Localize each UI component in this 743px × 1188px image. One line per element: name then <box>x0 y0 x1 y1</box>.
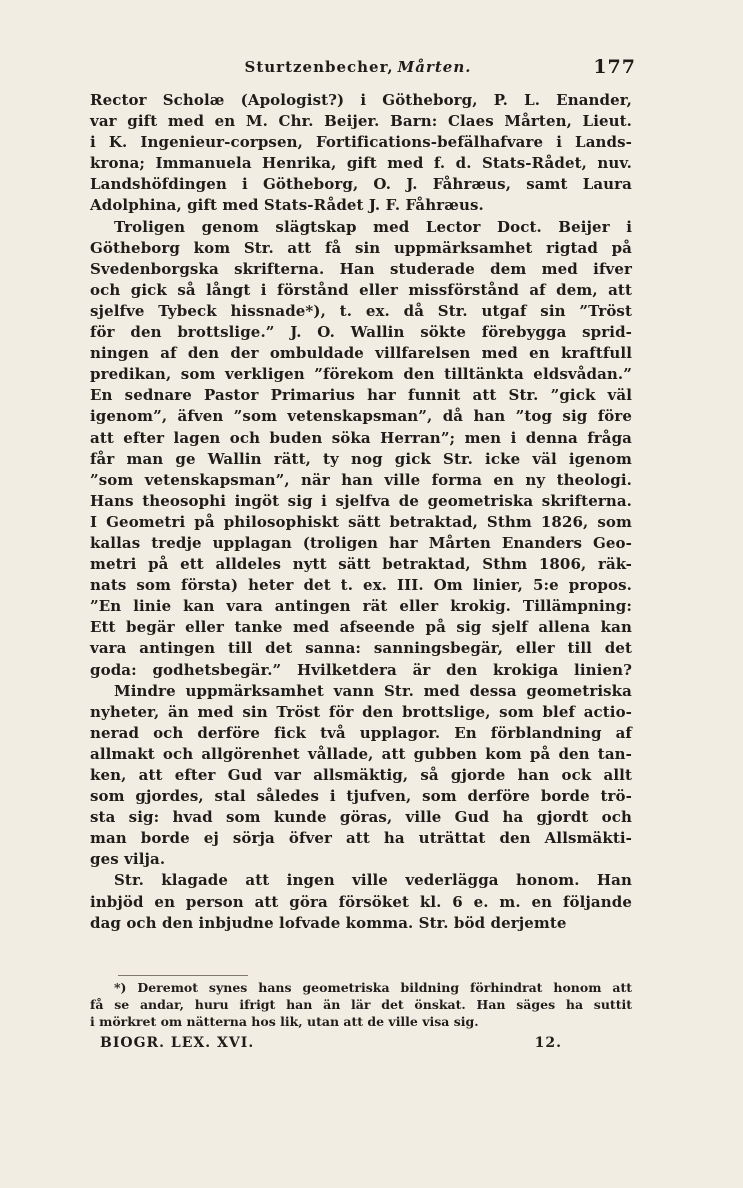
text-line: man borde ej sörja öfver att ha uträttat den Allsmäkti- <box>90 829 632 848</box>
text-line: allmakt och allgörenhet vållade, att gubben kom på den tan- <box>90 744 632 763</box>
text-line: ”En linie kan vara antingen rät eller krokig. Tillämpning: <box>90 597 632 616</box>
text-line: metri på ett alldeles nytt sätt betraktad, Sthm 1806, räk- <box>90 555 632 574</box>
text-line: var gift med en M. Chr. Beijer. Barn: Claes Mårten, Lieut. <box>90 112 632 131</box>
text-line: krona; Immanuela Henrika, gift med f. d. Stats-Rådet, nuv. <box>90 154 632 173</box>
text-line: ken, att efter Gud var allsmäktig, så gjorde han ock allt <box>90 766 632 784</box>
text-line: att efter lagen och buden söka Herran”; men i denna fråga <box>90 428 632 447</box>
printer-signature <box>90 1035 632 1051</box>
text-line: vara antingen till det sanna: sanningsbegär, eller till det <box>90 639 632 658</box>
text-line: predikan, som verkligen ”förekom den tilltänkta eldsvådan.” <box>90 365 632 384</box>
text-line: nats som första) heter det t. ex. III. Om linier, 5:e propos. <box>90 576 632 595</box>
text-line: ningen af den der ombuldade villfarelsen med en kraftfull <box>90 344 632 363</box>
text-line: En sednare Pastor Primarius har funnit att Str. ”gick väl <box>90 386 632 405</box>
text-line: Troligen genom slägtskap med Lector Doct. Beijer i <box>114 217 632 236</box>
text-line: Mindre uppmärksamhet vann Str. med dessa geometriska <box>114 681 632 700</box>
text-line: I Geometri på philosophiskt sätt betraktad, Sthm 1826, som <box>90 512 632 531</box>
text-line: inbjöd en person att göra försöket kl. 6 e. m. en följande <box>90 892 632 911</box>
text-line: Rector Scholæ (Apologist?) i Götheborg, P. L. Enander, <box>90 91 632 109</box>
text-line: dag och den inbjudne lofvade komma. Str. böd derjemte <box>90 913 567 932</box>
signature-right: 12. <box>534 1035 562 1051</box>
text-line: Götheborg kom Str. att få sin uppmärksamhet rigtad på <box>90 238 632 257</box>
footnote-line: få se andar, huru ifrigt han än lär det önskat. Han säges ha suttit <box>90 997 632 1012</box>
running-name: Mårten. <box>397 58 472 76</box>
text-line: sta sig: hvad som kunde göras, ville Gud ha gjordt och <box>90 808 632 827</box>
signature-left: BIOGR. LEX. XVI. <box>100 1035 255 1051</box>
text-line: i K. Ingenieur-corpsen, Fortifications-befälhafvare i Lands- <box>90 133 632 152</box>
running-title: Sturtzenbecher, <box>244 58 394 76</box>
footnote-divider <box>118 975 248 976</box>
text-line: Svedenborgska skrifterna. Han studerade dem med ifver <box>90 259 632 278</box>
text-line: Landshöfdingen i Götheborg, O. J. Fåhræus, samt Laura <box>90 175 632 194</box>
text-line: Ett begär eller tanke med afseende på sig sjelf allena kan <box>90 618 632 637</box>
text-line: nerad och derföre fick två upplagor. En förblandning af <box>90 723 632 742</box>
text-line: sjelfve Tybeck hissnade*), t. ex. då Str. utgaf sin ”Tröst <box>90 301 632 320</box>
text-line: goda: godhetsbegär.” Hvilketdera är den krokiga linien? <box>90 660 632 679</box>
main-text <box>90 90 632 934</box>
text-line: kallas tredje upplagan (troligen har Mårten Enanders Geo- <box>90 533 632 552</box>
footnote <box>90 979 632 1030</box>
text-line: för den brottslige.” J. O. Wallin sökte förebygga sprid- <box>90 323 632 342</box>
text-line: nyheter, än med sin Tröst för den brottslige, som blef actio- <box>90 702 632 721</box>
text-line: som gjordes, stal således i tjufven, som derföre borde trö- <box>90 787 632 806</box>
text-line: och gick så långt i förstånd eller missförstånd af dem, att <box>90 280 632 299</box>
text-line: igenom”, äfven ”som vetenskapsman”, då han ”tog sig före <box>90 407 632 426</box>
text-line: Hans theosophi ingöt sig i sjelfva de geometriska skrifterna. <box>90 491 632 510</box>
text-line: Adolphina, gift med Stats-Rådet J. F. Fåhræus. <box>90 196 484 215</box>
text-line: ”som vetenskapsman”, när han ville forma en ny theologi. <box>90 470 632 489</box>
text-line: ges vilja. <box>90 850 166 869</box>
text-line: Str. klagade att ingen ville vederlägga honom. Han <box>114 871 632 890</box>
text-line: får man ge Wallin rätt, ty nog gick Str. icke väl igenom <box>90 449 632 468</box>
running-header <box>88 56 636 78</box>
footnote-line: *) Deremot synes hans geometriska bildning förhindrat honom att <box>114 980 632 995</box>
footnote-line: i mörkret om nätterna hos lik, utan att de ville visa sig. <box>90 1014 479 1029</box>
page-number: 177 <box>593 56 636 78</box>
